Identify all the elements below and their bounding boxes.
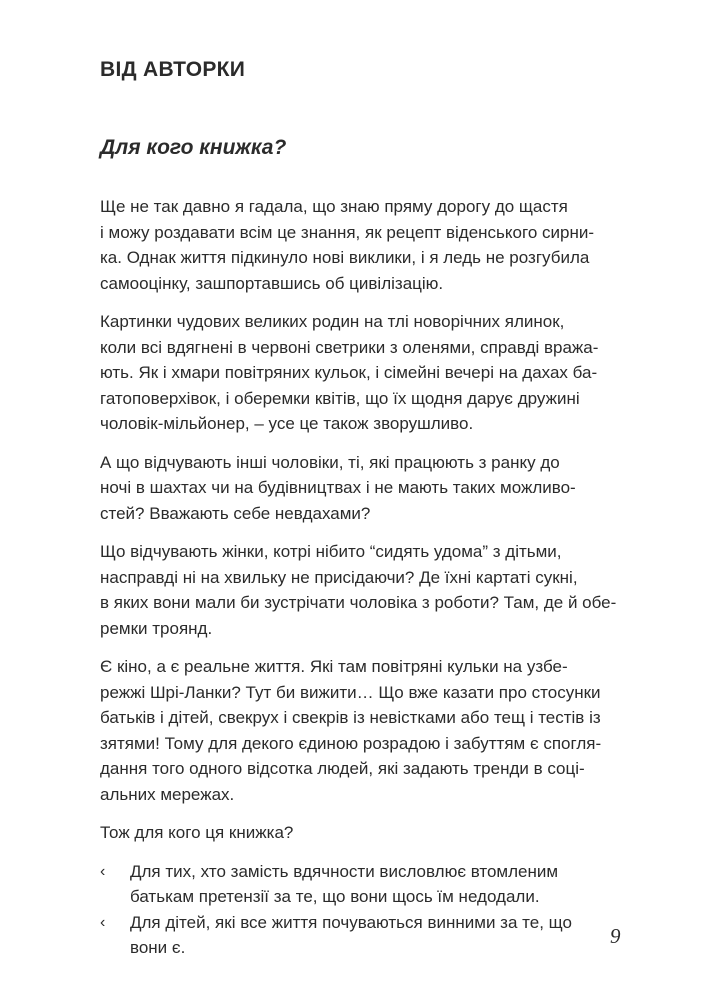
text-line: Тож для кого ця книжка? xyxy=(100,823,294,842)
text-line: самооцінку, зашпортавшись об цивілізацію. xyxy=(100,273,444,293)
text-line: А що відчувають інші чоловіки, ті, які працюють з ранку до xyxy=(100,452,560,472)
text-line: стей? Вважають себе невдахами? xyxy=(100,503,371,523)
text-line: коли всі вдягнені в червоні светрики з оленями, справді вража- xyxy=(100,337,599,357)
text-line: зятями! Тому для декого єдиною розрадою і забуттям є спогля- xyxy=(100,733,602,753)
text-line: Що відчувають жінки, котрі нібито “сидять удома” з дітьми, xyxy=(100,542,562,561)
text-line: дання того одного відсотка людей, які задають тренди в соці- xyxy=(100,759,585,778)
text-line: насправді ні на хвильку не присідаючи? Де їхні картаті сукні, xyxy=(100,567,578,587)
paragraph xyxy=(100,309,635,437)
paragraph xyxy=(100,820,635,846)
text-line: в яких вони мали би зустрічати чоловіка з роботи? Там, де й обе- xyxy=(100,593,617,612)
paragraph xyxy=(100,654,635,807)
book-page xyxy=(100,56,635,961)
text-line: батьків і дітей, свекрух і свекрів із невістками або тещ і тестів із xyxy=(100,708,601,727)
text-line: чоловік-мільйонер, – усе це також зворушливо. xyxy=(100,414,474,433)
paragraph xyxy=(100,194,635,296)
section-subtitle: Для кого книжка? xyxy=(100,136,287,159)
bullet-chevron-icon: ‹ xyxy=(100,862,106,880)
text-line: Картинки чудових великих родин на тлі новорічних ялинок, xyxy=(100,312,565,331)
body-text xyxy=(100,194,635,961)
text-line: батькам претензії за те, що вони щось їм недодали. xyxy=(130,887,540,906)
text-line: гатоповерхівок, і оберемки квітів, що їх щодня дарує дружині xyxy=(100,388,580,408)
text-line: Є кіно, а є реальне життя. Які там повітряні кульки на узбе- xyxy=(100,657,568,676)
text-line: ночі в шахтах чи на будівництвах і не мають таких можливо- xyxy=(100,478,576,497)
text-line: режжі Шрі-Ланки? Тут би вижити… Що вже казати про стосунки xyxy=(100,682,601,702)
bullet-list xyxy=(100,859,635,961)
paragraph xyxy=(100,450,635,527)
paragraph xyxy=(100,539,635,641)
chapter-title: ВІД АВТОРКИ xyxy=(100,58,246,81)
list-item xyxy=(100,859,635,910)
text-line: ремки троянд. xyxy=(100,618,213,638)
page-number: 9 xyxy=(610,924,621,948)
text-line: ють. Як і хмари повітряних кульок, і сімейні вечері на дахах ба- xyxy=(100,363,598,382)
bullet-chevron-icon: ‹ xyxy=(100,913,106,931)
text-line: Для тих, хто замість вдячности висловлює втомленим xyxy=(130,861,559,881)
text-line: Ще не так давно я гадала, що знаю пряму дорогу до щастя xyxy=(100,197,568,216)
list-item xyxy=(100,910,635,961)
text-line: вони є. xyxy=(130,938,186,957)
text-line: Для дітей, які все життя почуваються винними за те, що xyxy=(130,912,572,932)
text-line: ка. Однак життя підкинуло нові виклики, і я ледь не розгубила xyxy=(100,248,590,267)
text-line: альних мережах. xyxy=(100,784,235,804)
text-line: і можу роздавати всім це знання, як рецепт віденського сирни- xyxy=(100,222,594,242)
